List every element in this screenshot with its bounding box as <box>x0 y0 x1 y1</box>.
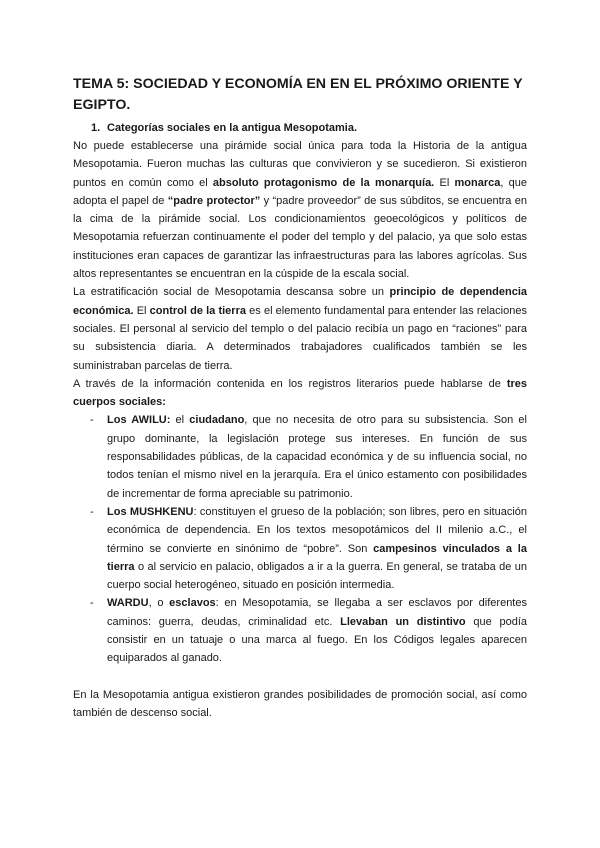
bold-run: Llevaban un distintivo <box>340 615 466 628</box>
list-dash: - <box>90 414 94 427</box>
document-title: TEMA 5: SOCIEDAD Y ECONOMÍA EN EN EL PRÓXIMO ORIENTE Y EGIPTO. <box>73 76 523 113</box>
list-item-wardu <box>73 594 527 667</box>
bold-run: control de la tierra <box>149 304 246 317</box>
bold-run: Los MUSHKENU <box>107 505 194 518</box>
bold-run: esclavos <box>169 597 216 610</box>
text-run: , que no necesita de otro para su subsistencia. Son el grupo dominante, la legislación protege sus intereses. En función de sus responsabilidades públicas, de la capacidad económica y de su influencia social, no todos tenían el mismo nivel en la jerarquía. Era el único estamento con posibilidades de incrementar de forma apreciable su patrimonio. <box>107 414 527 500</box>
text-run: o al servicio en palacio, obligados a ir a la guerra. En general, se trataba de un cuerpo social heterogéneo, situado en posición intermedia. <box>107 560 527 592</box>
text-run: A través de la información contenida en los registros literarios puede hablarse de <box>73 377 507 390</box>
list-item-awilu <box>73 411 527 502</box>
bold-run: ciudadano <box>189 414 245 427</box>
text-run: : constituyen el grueso de la población; son libres, pero en situación económica de dependencia. En los textos mesopotámicos del II milenio a.C., el término se convierte en sinónimo de “pobre”. Son <box>107 505 527 555</box>
bold-run: “padre protector” <box>167 194 261 207</box>
section-title: Categorías sociales en la antigua Mesopotamia. <box>107 122 358 134</box>
bold-run: principio de dependencia económica. <box>73 286 528 317</box>
text-run: el <box>170 414 190 427</box>
list-dash: - <box>90 505 94 518</box>
social-bodies-list <box>73 411 527 667</box>
document-page <box>73 74 527 722</box>
text-run: : en Mesopotamia, se llegaba a ser esclavos por diferentes caminos: guerra, deudas, criminalidad etc. <box>107 597 527 628</box>
list-dash: - <box>90 597 94 610</box>
text-run: , o <box>148 597 170 610</box>
text-run: El <box>434 176 455 189</box>
bold-run: Los AWILU: <box>107 414 171 427</box>
text-run: es el elemento fundamental para entender las relaciones sociales. El personal al servicio del templo o del palacio recibía un pago en “raciones” para su subsistencia diaria. A determinados trabajadores cualificados también se les suministraban parcelas de tierra. <box>73 304 527 372</box>
list-item-mushkenu <box>73 503 527 594</box>
bold-run: tres cuerpos sociales: <box>73 377 527 409</box>
bold-run: absoluto protagonismo de la monarquía. <box>212 176 435 189</box>
section-number: 1. <box>91 122 101 134</box>
text-run: El <box>133 304 150 317</box>
paragraph-promotion: En la Mesopotamia antigua existieron grandes posibilidades de promoción social, así como también de descenso social. <box>73 688 527 719</box>
paragraph-social-bodies <box>73 375 527 412</box>
paragraph-gap <box>73 668 527 686</box>
text-run: La estratificación social de Mesopotamia descansa sobre un <box>73 286 390 299</box>
paragraph-monarchy <box>73 137 527 283</box>
bold-run: WARDU <box>107 597 149 610</box>
text-run: , que adopta el papel de <box>73 176 527 207</box>
bold-run: monarca <box>454 176 501 189</box>
text-run: que podía consistir en un tatuaje o una marca al fuego. En los Códigos legales aparecen equiparados al ganado. <box>107 615 528 665</box>
paragraph-stratification <box>73 283 527 374</box>
text-run: No puede establecerse una pirámide social única para toda la Historia de la antigua Mesopotamia. Fueron muchas las culturas que convivieron y se sucedieron. Si existieron puntos en común como el <box>73 140 527 189</box>
bold-run: campesinos vinculados a la tierra <box>107 542 527 573</box>
text-run: y “padre proveedor” de sus súbditos, se encuentra en la cima de la pirámide social. Los condicionamientos geoecológicos y políticos de Mesopotamia refuerzan continuamente el poder del templo y del palacio, ya que solo estas instituciones eran capaces de garantizar las infraestructuras para las labores agrícolas. Sus altos representantes se encuentran en la cúspide de la escala social. <box>73 194 527 281</box>
section-heading <box>73 119 527 137</box>
